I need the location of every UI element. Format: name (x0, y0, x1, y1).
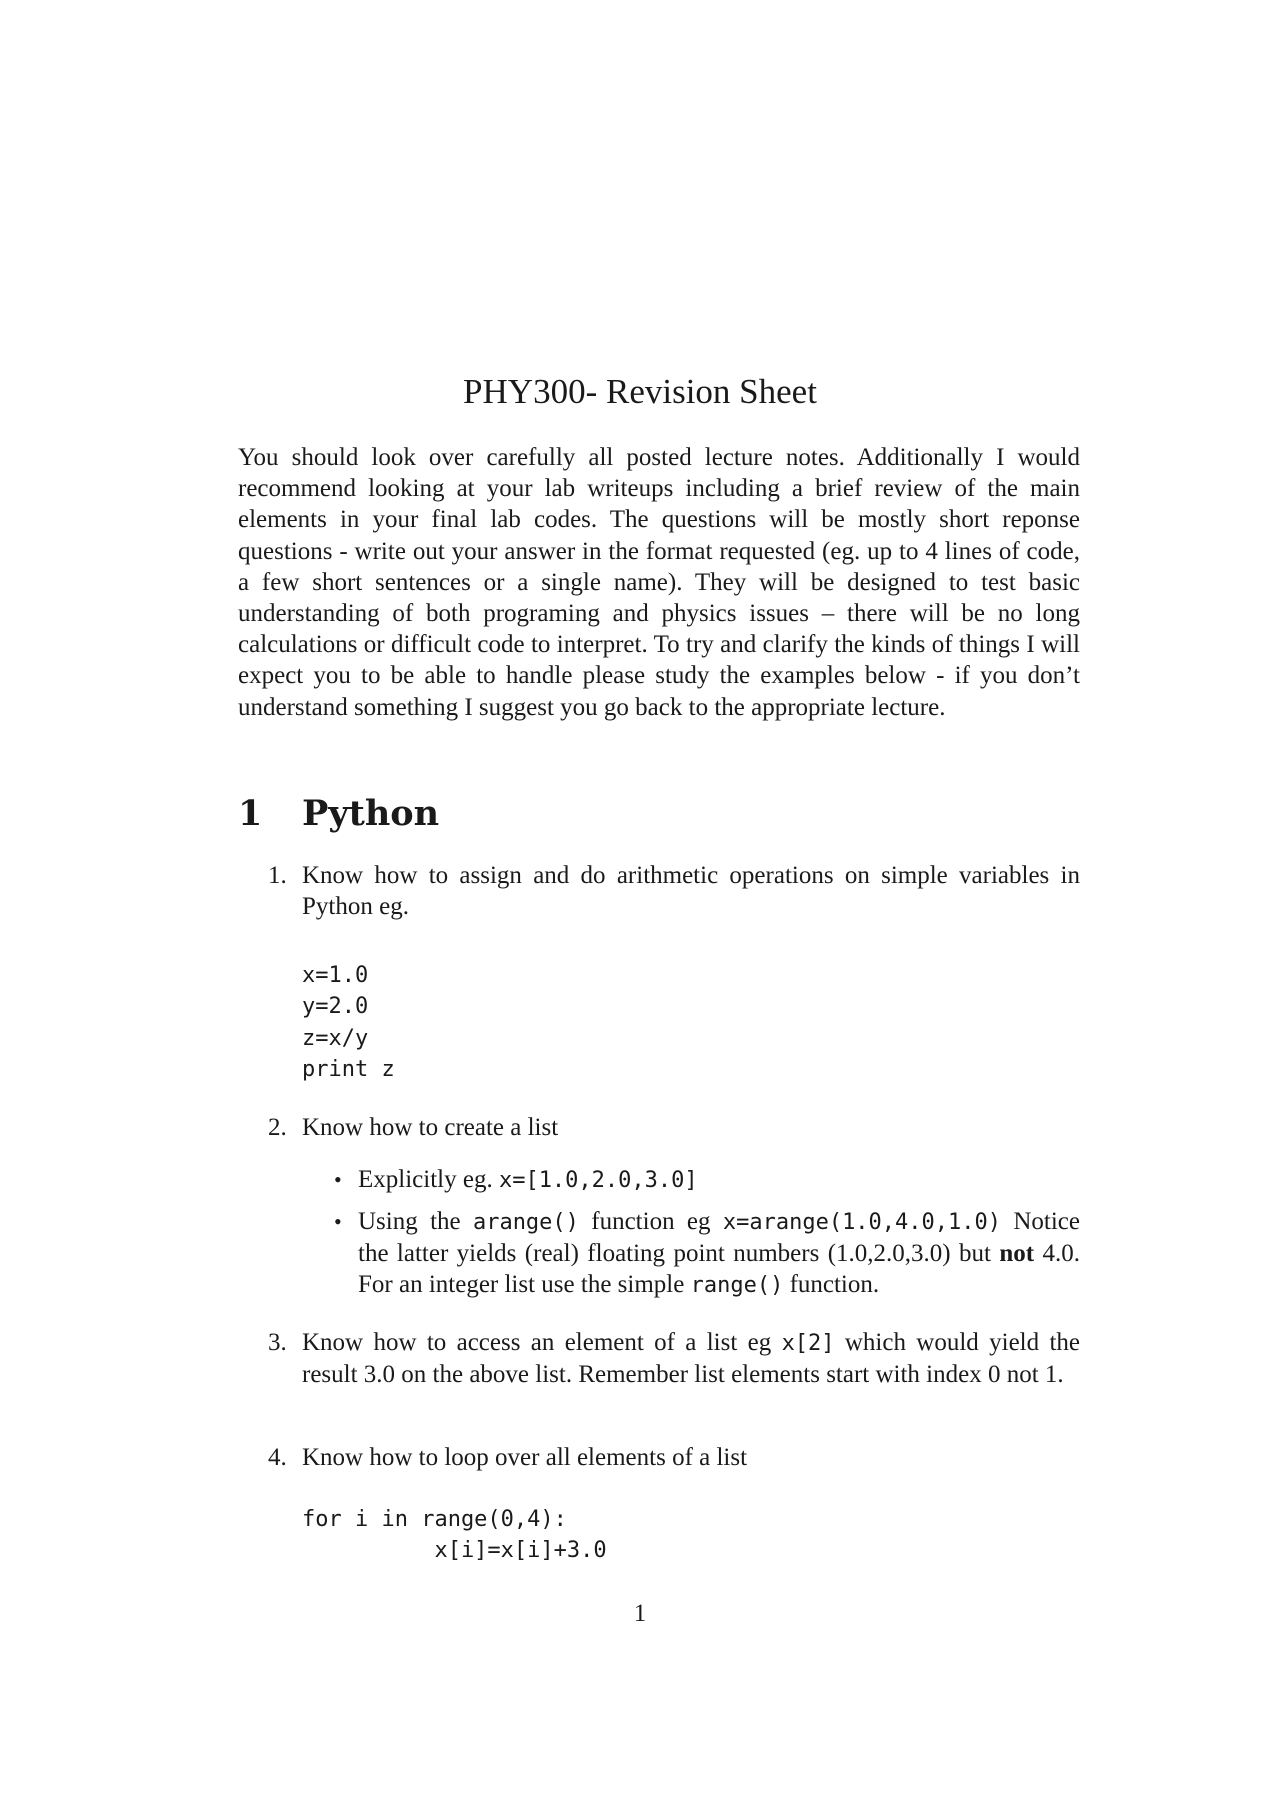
bullet-text (358, 1164, 1080, 1196)
bullet-dot: • (334, 1167, 342, 1192)
bullet-text-part: Using the (358, 1208, 473, 1235)
bullet-dot: • (334, 1209, 342, 1234)
code-block (302, 1504, 607, 1567)
list-item-text: Know how to assign and do arithmetic operations on simple variables in Python eg. (302, 862, 1080, 921)
code-line: print z (302, 1057, 395, 1083)
page-title: PHY300- Revision Sheet (463, 372, 817, 411)
list-marker: 1. (268, 862, 287, 889)
inline-code: x=[1.0,2.0,3.0] (498, 1168, 698, 1193)
list-item-text-part: Know how to access an element of a list eg (302, 1329, 782, 1356)
list-marker: 3. (268, 1329, 287, 1356)
code-line: z=x/y (302, 1025, 369, 1051)
bullet-text-part: 4.0. For an integer list use the simple (358, 1240, 1081, 1299)
bullet-text-part: function. (783, 1271, 880, 1299)
list-item-text: Know how to create a list (302, 1114, 559, 1141)
bullet-text (358, 1206, 1080, 1302)
section-heading (238, 794, 439, 834)
intro-paragraph: You should look over carefully all posted lecture notes. Additionally I would recommend looking at your lab writeups including a brief review of the main elements in your final lab codes. The questions will be mostly short reponse questions - write out your answer in the format requested (eg. up to 4 lines of code, a few short sentences or a single name). They will be designed to test basic understanding of both programing and physics issues – there will be no long calculations or difficult code to interpret. To try and clarify the kinds of things I will expect you to be able to handle please study the examples below - if you don’t understand something I suggest you go back to the appropriate lecture. (238, 444, 1080, 721)
inline-code: range() (690, 1273, 784, 1299)
code-line: x=1.0 (302, 963, 369, 988)
list-marker: 2. (268, 1114, 287, 1141)
code-line: y=2.0 (302, 994, 369, 1020)
inline-code: arange() (472, 1210, 579, 1235)
list-item-text-part: which would yield the result 3.0 on the above list. Remember list elements start with index 0 not 1. (302, 1329, 1080, 1389)
inline-code: x=arange(1.0,4.0,1.0) (722, 1210, 1002, 1235)
code-line: x[i]=x[i]+3.0 (302, 1538, 607, 1564)
list-item-text (302, 1327, 1080, 1390)
code-block (302, 960, 395, 1086)
page-number: 1 (633, 1600, 647, 1627)
code-line: for i in range(0,4): (302, 1507, 567, 1532)
bullet-text-part: function eg (578, 1208, 723, 1235)
bold-text: not (999, 1240, 1035, 1268)
bullet-text-part: Explicitly eg. (358, 1166, 499, 1193)
section-title: Python (302, 793, 440, 834)
bullet-text-part: Notice the latter yields (real) floating point numbers (1.0,2.0,3.0) but (358, 1208, 1080, 1268)
list-item-text: Know how to loop over all elements of a list (302, 1444, 748, 1471)
list-marker: 4. (268, 1444, 287, 1471)
inline-code: x[2] (781, 1331, 835, 1356)
section-number: 1 (238, 793, 263, 834)
